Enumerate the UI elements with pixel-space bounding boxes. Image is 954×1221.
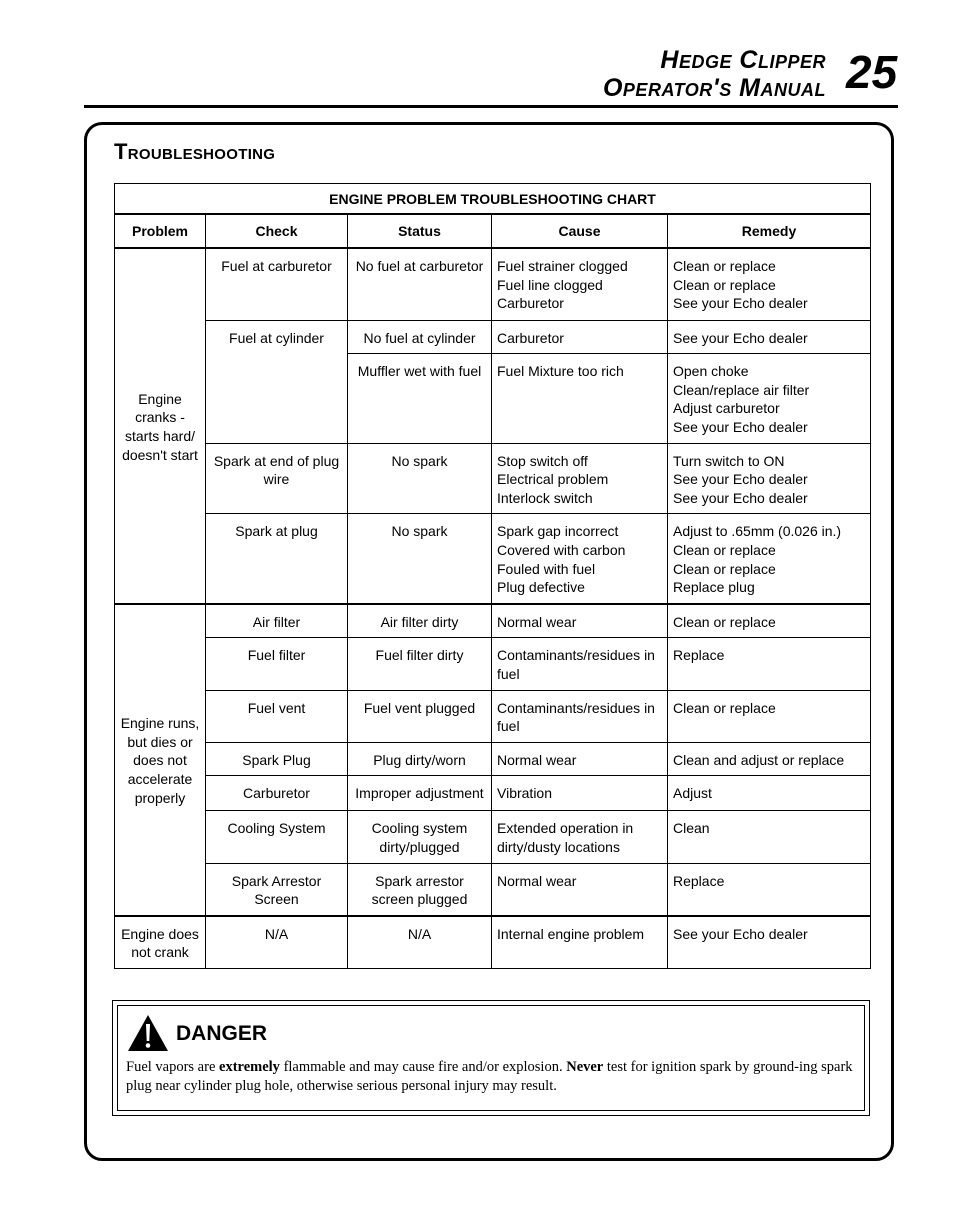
- remedy-line: Turn switch to ON: [673, 452, 785, 469]
- table-row: [115, 742, 871, 776]
- problem-cell: Engine cranks - starts hard/ doesn't start: [115, 248, 206, 604]
- remedy-line: See your Echo dealer: [673, 489, 808, 506]
- danger-box: [112, 1000, 870, 1116]
- remedy-cell: [668, 354, 871, 443]
- cause-cell: [492, 604, 668, 638]
- manual-title-line1: Hedge Clipper: [660, 46, 826, 74]
- remedy-line: Clean/replace air filter: [673, 381, 810, 398]
- remedy-cell: [668, 443, 871, 514]
- cause-line: Contaminants/residues in fuel: [497, 647, 655, 682]
- table-row: [115, 690, 871, 742]
- status-cell: No spark: [348, 514, 492, 604]
- cause-cell: [492, 638, 668, 690]
- table-row: [115, 320, 871, 354]
- remedy-line: Replace: [673, 872, 725, 889]
- check-cell: Fuel at carburetor: [206, 248, 348, 320]
- danger-emphasis-extremely: extremely: [219, 1059, 280, 1075]
- table-row: [115, 514, 871, 604]
- manual-title-line2: Operator's Manual: [602, 74, 826, 102]
- table-row: [115, 811, 871, 863]
- danger-label: DANGER: [176, 1022, 268, 1045]
- cause-cell: [492, 811, 668, 863]
- status-cell: No spark: [348, 443, 492, 514]
- remedy-cell: [668, 248, 871, 320]
- cause-line: Normal wear: [497, 751, 577, 768]
- remedy-line: See your Echo dealer: [673, 329, 808, 346]
- cause-line: Stop switch off: [497, 452, 588, 469]
- status-cell: Muffler wet with fuel: [348, 354, 492, 443]
- cause-line: Internal engine problem: [497, 925, 645, 942]
- cause-line: Fuel line clogged: [497, 276, 603, 293]
- remedy-line: Adjust to .65mm (0.026 in.): [673, 523, 842, 540]
- danger-emphasis-never: Never: [566, 1059, 604, 1075]
- remedy-cell: [668, 604, 871, 638]
- cause-line: Fuel Mixture too rich: [497, 363, 624, 380]
- cause-line: Fuel strainer clogged: [497, 258, 628, 275]
- status-cell: No fuel at cylinder: [348, 320, 492, 354]
- remedy-line: Clean or replace: [673, 560, 776, 577]
- remedy-cell: [668, 320, 871, 354]
- remedy-line: See your Echo dealer: [673, 295, 808, 312]
- remedy-line: Clean or replace: [673, 258, 776, 275]
- remedy-cell: [668, 916, 871, 969]
- check-cell: Air filter: [206, 604, 348, 638]
- cause-line: Extended operation in dirty/dusty locations: [497, 820, 634, 855]
- remedy-cell: [668, 690, 871, 742]
- warning-triangle-icon: [127, 1014, 169, 1052]
- remedy-line: See your Echo dealer: [673, 471, 808, 488]
- status-cell: Plug dirty/worn: [348, 742, 492, 776]
- status-cell: Cooling system dirty/plugged: [348, 811, 492, 863]
- remedy-line: Adjust: [673, 785, 712, 802]
- remedy-cell: [668, 742, 871, 776]
- remedy-line: Clean or replace: [673, 699, 776, 716]
- check-cell: Spark at end of plug wire: [206, 443, 348, 514]
- remedy-line: See your Echo dealer: [673, 419, 808, 436]
- cause-line: Plug defective: [497, 579, 585, 596]
- cause-line: Interlock switch: [497, 489, 593, 506]
- column-header-remedy: Remedy: [668, 214, 871, 249]
- problem-cell: Engine does not crank: [115, 916, 206, 969]
- column-header-status: Status: [348, 214, 492, 249]
- remedy-line: Clean and adjust or replace: [673, 751, 845, 768]
- remedy-line: Open choke: [673, 363, 749, 380]
- status-cell: Improper adjustment: [348, 776, 492, 811]
- status-cell: N/A: [348, 916, 492, 969]
- cause-line: Covered with carbon: [497, 542, 626, 559]
- status-cell: Fuel filter dirty: [348, 638, 492, 690]
- troubleshooting-chart: [114, 183, 871, 969]
- cause-cell: [492, 863, 668, 916]
- table-row: [115, 443, 871, 514]
- cause-cell: [492, 690, 668, 742]
- check-cell: N/A: [206, 916, 348, 969]
- status-cell: Air filter dirty: [348, 604, 492, 638]
- remedy-cell: [668, 811, 871, 863]
- table-row: [115, 248, 871, 320]
- remedy-cell: [668, 514, 871, 604]
- column-header-cause: Cause: [492, 214, 668, 249]
- cause-line: Electrical problem: [497, 471, 609, 488]
- table-row: [115, 776, 871, 811]
- table-row: [115, 604, 871, 638]
- danger-text: Fuel vapors are extremely flammable and may cause fire and/or explosion. Never test for ignition spark by ground-ing spark plug near cylinder plug hole, otherwise serious personal injury may result.: [126, 1059, 853, 1094]
- remedy-line: Clean or replace: [673, 276, 776, 293]
- check-cell: Cooling System: [206, 811, 348, 863]
- cause-cell: [492, 248, 668, 320]
- check-cell: Carburetor: [206, 776, 348, 811]
- table-row: [115, 638, 871, 690]
- remedy-line: Replace plug: [673, 579, 755, 596]
- page-number: 25: [846, 46, 898, 98]
- check-cell: Spark Arrestor Screen: [206, 863, 348, 916]
- remedy-line: See your Echo dealer: [673, 925, 808, 942]
- cause-line: Fouled with fuel: [497, 560, 596, 577]
- cause-cell: [492, 354, 668, 443]
- remedy-cell: [668, 863, 871, 916]
- section-title: Troubleshooting: [114, 139, 276, 164]
- cause-cell: [492, 916, 668, 969]
- cause-line: Carburetor: [497, 295, 564, 312]
- remedy-line: Clean or replace: [673, 613, 776, 630]
- cause-cell: [492, 742, 668, 776]
- table-row: [115, 863, 871, 916]
- status-cell: No fuel at carburetor: [348, 248, 492, 320]
- remedy-cell: [668, 776, 871, 811]
- cause-cell: [492, 776, 668, 811]
- cause-line: Spark gap incorrect: [497, 523, 619, 540]
- manual-title: [603, 46, 826, 102]
- chart-header-row: [115, 214, 871, 249]
- remedy-cell: [668, 638, 871, 690]
- status-cell: Spark arrestor screen plugged: [348, 863, 492, 916]
- check-cell: Spark at plug: [206, 514, 348, 604]
- cause-line: Normal wear: [497, 613, 577, 630]
- column-header-problem: Problem: [115, 214, 206, 249]
- check-cell: Fuel vent: [206, 690, 348, 742]
- chart-caption: ENGINE PROBLEM TROUBLESHOOTING CHART: [115, 184, 871, 214]
- cause-line: Normal wear: [497, 872, 577, 889]
- header-rule: [84, 105, 898, 108]
- check-cell: Fuel at cylinder: [206, 320, 348, 443]
- table-row: [115, 916, 871, 969]
- status-cell: Fuel vent plugged: [348, 690, 492, 742]
- column-header-check: Check: [206, 214, 348, 249]
- cause-line: Carburetor: [497, 329, 564, 346]
- remedy-line: Clean or replace: [673, 542, 776, 559]
- remedy-line: Adjust carburetor: [673, 400, 780, 417]
- cause-line: Contaminants/residues in fuel: [497, 699, 655, 735]
- check-cell: Spark Plug: [206, 742, 348, 776]
- remedy-line: Replace: [673, 647, 725, 664]
- check-cell: Fuel filter: [206, 638, 348, 690]
- cause-cell: [492, 514, 668, 604]
- cause-cell: [492, 320, 668, 354]
- problem-cell: Engine runs, but dies or does not accelerate properly: [115, 604, 206, 916]
- remedy-line: Clean: [673, 820, 710, 837]
- cause-line: Vibration: [497, 785, 553, 802]
- cause-cell: [492, 443, 668, 514]
